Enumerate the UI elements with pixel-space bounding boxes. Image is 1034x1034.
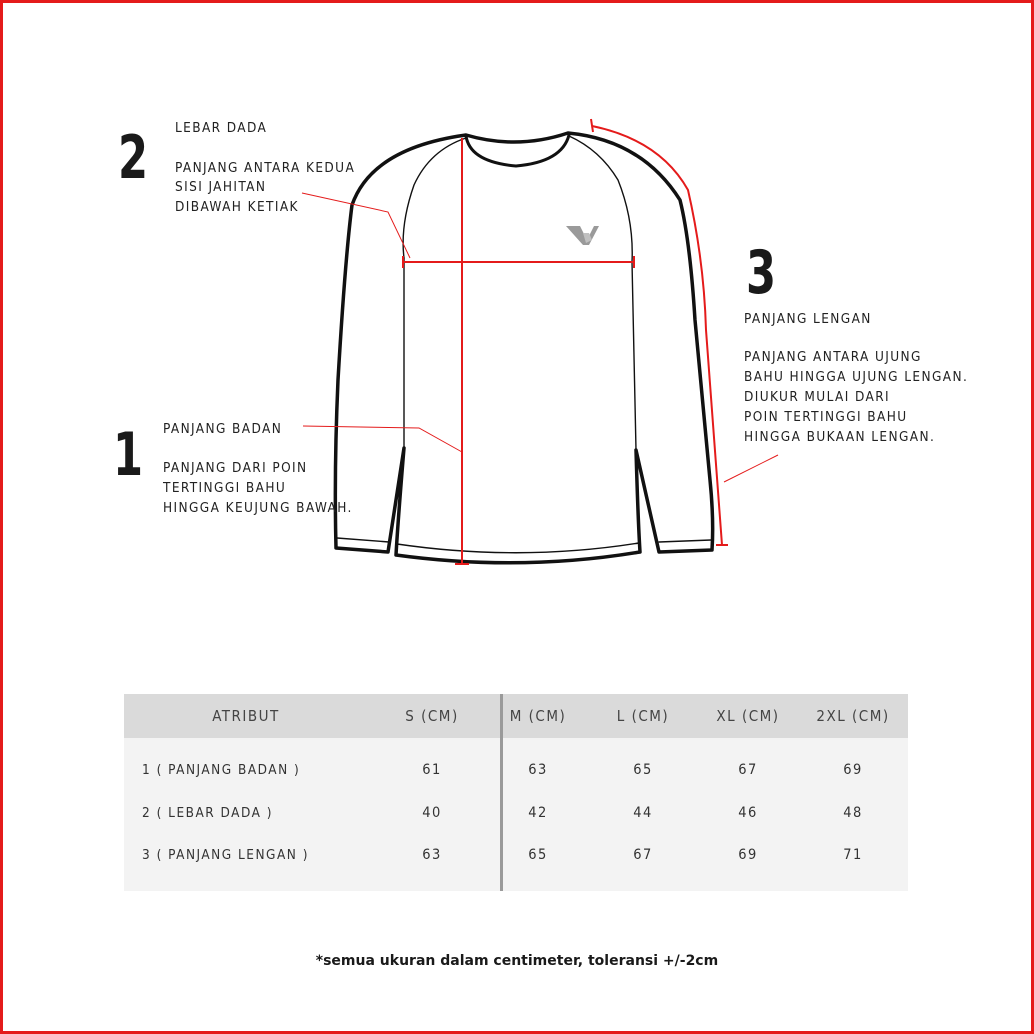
label-desc-1-line-3: HINGGA KEUJUNG BAWAH.	[163, 500, 353, 516]
cell-value: 46	[738, 805, 758, 821]
row-label: 3 ( PANJANG LENGAN )	[142, 847, 309, 863]
label-number-2: 2	[118, 123, 149, 193]
header-l: L (CM)	[616, 707, 670, 725]
leader-line-2	[302, 193, 410, 258]
cell-value: 61	[422, 762, 442, 778]
brand-logo-icon	[566, 226, 599, 245]
header-m: M (CM)	[509, 707, 567, 725]
cell-value: 48	[843, 805, 863, 821]
label-desc-2-line-3: DIBAWAH KETIAK	[175, 199, 299, 215]
leader-line-1	[303, 426, 462, 452]
shirt-outline	[335, 133, 712, 563]
label-title-2: LEBAR DADA	[175, 120, 268, 136]
cell-value: 63	[528, 762, 548, 778]
label-title-3: PANJANG LENGAN	[744, 311, 872, 327]
label-desc-3-line-1: PANJANG ANTARA UJUNG	[744, 349, 922, 365]
cell-value: 69	[738, 847, 758, 863]
header-2xl: 2XL (CM)	[816, 707, 890, 725]
side-seam-right	[632, 262, 636, 450]
cell-value: 42	[528, 805, 548, 821]
row-label: 1 ( PANJANG BADAN )	[142, 762, 301, 778]
table-header-row	[124, 694, 908, 738]
label-desc-3-line-5: HINGGA BUKAAN LENGAN.	[744, 429, 936, 445]
header-xl: XL (CM)	[716, 707, 780, 725]
cell-value: 44	[633, 805, 653, 821]
raglan-seam-left	[403, 138, 466, 258]
label-desc-2-line-1: PANJANG ANTARA KEDUA	[175, 160, 356, 176]
label-desc-3-line-4: POIN TERTINGGI BAHU	[744, 409, 908, 425]
cell-value: 69	[843, 762, 863, 778]
cell-value: 40	[422, 805, 442, 821]
cell-value: 65	[528, 847, 548, 863]
leader-line-3	[724, 455, 778, 482]
table-divider	[500, 694, 503, 891]
header-atribut: ATRIBUT	[212, 707, 280, 725]
label-desc-1-line-1: PANJANG DARI POIN	[163, 460, 308, 476]
raglan-seam-right	[569, 136, 632, 262]
label-title-1: PANJANG BADAN	[163, 421, 283, 437]
label-desc-3-line-2: BAHU HINGGA UJUNG LENGAN.	[744, 369, 969, 385]
cell-value: 65	[633, 762, 653, 778]
cuff-right	[659, 540, 711, 542]
cell-value: 71	[843, 847, 863, 863]
cuff-left	[337, 538, 389, 542]
label-number-1: 1	[113, 420, 144, 490]
size-table	[124, 694, 908, 891]
cell-value: 67	[738, 762, 758, 778]
hem-band	[397, 543, 639, 553]
cell-value: 67	[633, 847, 653, 863]
label-desc-3-line-3: DIUKUR MULAI DARI	[744, 389, 891, 405]
row-label: 2 ( LEBAR DADA )	[142, 805, 273, 821]
label-number-3: 3	[746, 238, 777, 308]
label-desc-1-line-2: TERTINGGI BAHU	[163, 480, 287, 496]
footnote: *semua ukuran dalam centimeter, toleransi +/-2cm	[315, 953, 719, 969]
measure-sleeve-length	[592, 126, 722, 545]
label-desc-2-line-2: SISI JAHITAN	[175, 179, 267, 195]
header-s: S (CM)	[405, 707, 459, 725]
cell-value: 63	[422, 847, 442, 863]
